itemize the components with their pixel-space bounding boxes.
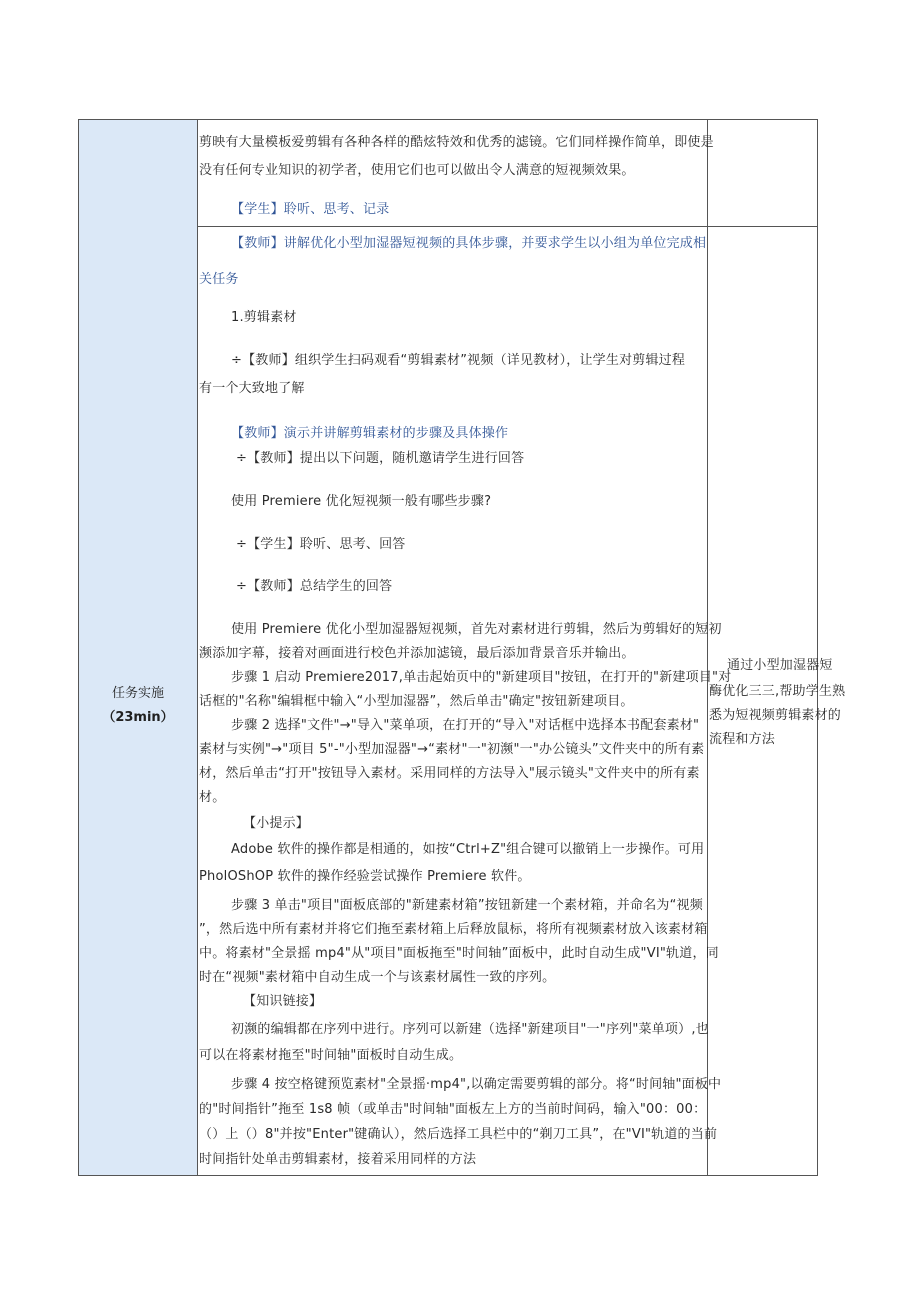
objective-line-2: 酶优化三三,帮助学生熟 (709, 684, 846, 699)
row1-note-cell (707, 119, 818, 227)
content-line: 可以在将素材拖至"时间轴"面板时自动生成。 (199, 1048, 463, 1063)
content-line: 【教师】演示并讲解剪辑素材的步骤及具体操作 (231, 426, 509, 441)
content-line: 材，然后单击“打开"按钮导入素材。采用同样的方法导入"展示镜头"文件夹中的所有素 (199, 766, 700, 781)
content-line: ÷【教师】提出以下问题，随机邀请学生进行回答 (236, 451, 525, 466)
content-line: 时间指针处单击剪辑素材，接着采用同样的方法 (199, 1152, 477, 1167)
content-line: 的"时间指针”拖至 1s8 帧（或单击"时间轴"面板左上方的当前时间码，输入"00：00： (199, 1102, 707, 1117)
content-line: ÷【学生】聆听、思考、回答 (236, 537, 406, 552)
content-line: 步骤 1 启动 Premiere2017,单击起始页中的"新建项目"按钮，在打开的"新建项目"对 (231, 670, 732, 685)
content-line: 濒添加字幕，接着对画面进行校色并添加滤镜，最后添加背景音乐并输出。 (199, 646, 635, 661)
content-line: 时在“视频"素材箱中自动生成一个与该素材属性一致的序列。 (199, 970, 556, 985)
row1-student: 【学生】聆听、思考、记录 (231, 202, 390, 217)
content-line: 材。 (199, 790, 226, 805)
objective-line-1: 通过小型加湿器短 (727, 658, 833, 673)
content-line: 【小提示】 (243, 816, 310, 831)
content-line: 使用 Premiere 优化小型加湿器短视频，首先对素材进行剪辑，然后为剪辑好的短初 (231, 622, 722, 637)
content-line: ”，然后选中所有素材并将它们拖至素材箱上后释放鼠标，将所有视频素材放入该素材箱 (199, 922, 708, 937)
content-line: PholOShOP 软件的操作经验尝试操作 Premiere 软件。 (199, 869, 531, 884)
content-line: 步骤 2 选择"文件"→"导入"菜单项，在打开的“导入"对话框中选择本书配套素材" (231, 718, 700, 733)
content-line: ÷【教师】总结学生的回答 (236, 579, 393, 594)
row2-note-cell (707, 226, 818, 1176)
content-line: 有一个大致地了解 (199, 381, 305, 396)
content-line: 中。将素材"全景摇 mp4"从"项目"面板拖至"时间轴”面板中，此时自动生成"VI"轨道，同 (199, 946, 719, 961)
content-line: 1.剪辑素材 (231, 310, 297, 325)
content-line: 话框的"名称"编辑框中输入“小型加湿器”，然后单击"确定"按钮新建项目。 (199, 694, 634, 709)
section-label: 任务实施 (111, 686, 164, 701)
content-line: （）上（）8"并按"Enter"键确认），然后选择工具栏中的“剃刀工具”，在"VI"轨道的当前 (199, 1127, 718, 1142)
content-line: ÷【教师】组织学生扫码观看“剪辑素材”视频（详见教材），让学生对剪辑过程 (231, 353, 686, 368)
content-line: 步骤 4 按空格键预览素材"全景摇·mp4",以确定需要剪辑的部分。将“时间轴"面板中 (231, 1077, 722, 1092)
content-line: 【教师】讲解优化小型加湿器短视频的具体步骤，并要求学生以小组为单位完成相 (231, 236, 707, 251)
content-line: 步骤 3 单击"项目"面板底部的"新建素材箱”按钮新建一个素材箱，并命名为“视频 (231, 898, 703, 913)
objective-line-3: 悉为短视频剪辑素材的 (709, 708, 842, 723)
objective-line-4: 流程和方法 (709, 732, 776, 747)
content-line: 关任务 (199, 272, 239, 287)
row2-label-cell (78, 226, 198, 1176)
content-line: 【知识链接】 (243, 994, 323, 1009)
row1-line-1: 剪映有大量模板爱剪辑有各种各样的酷炫特效和优秀的滤镜。它们同样操作简单，即使是 (199, 135, 714, 150)
content-line: 使用 Premiere 优化短视频一般有哪些步骤? (231, 494, 492, 509)
content-line: Adobe 软件的操作都是相通的，如按“Ctrl+Z"组合键可以撤销上一步操作。可用 (231, 842, 705, 857)
row1-line-2: 没有任何专业知识的初学者，使用它们也可以做出令人满意的短视频效果。 (199, 163, 635, 178)
section-time: （23min） (102, 710, 174, 725)
content-line: 初濒的编辑都在序列中进行。序列可以新建（选择"新建项目"一"序列"菜单项）,也 (231, 1022, 709, 1037)
content-line: 素材与实例"→"项目 5"-"小型加湿器"→“素材"一"初濒"一"办公镜头”文件夹中的所有素 (199, 742, 705, 757)
row1-label-cell (78, 119, 198, 227)
